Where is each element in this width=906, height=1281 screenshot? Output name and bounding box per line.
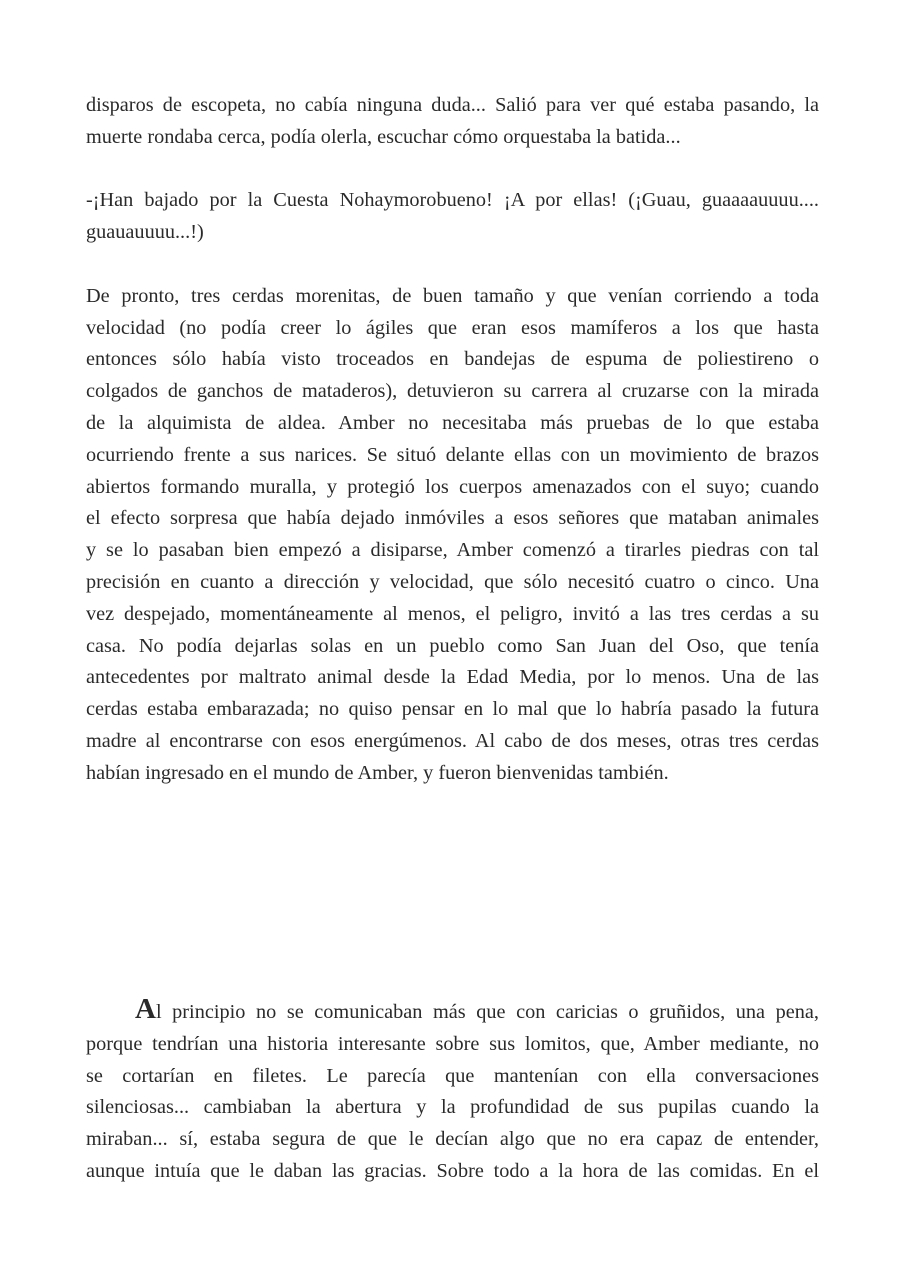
text-line: velocidad (no podía creer lo ágiles que eran esos mamíferos a los que hasta [86, 316, 819, 339]
text-line: madre al encontrarse con esos energúmenos. Al cabo de dos meses, otras tres cerdas [86, 729, 819, 752]
text-line: miraban... sí, estaba segura de que le decían algo que no era capaz de entender, [86, 1128, 819, 1151]
text-line: habían ingresado en el mundo de Amber, y fueron bienvenidas también. [86, 761, 669, 784]
text-line: guauauuuu...!) [86, 221, 204, 244]
text-line: De pronto, tres cerdas morenitas, de buen tamaño y que venían corriendo a toda [86, 284, 819, 307]
text-line: -¡Han bajado por la Cuesta Nohaymorobueno! ¡A por ellas! (¡Guau, guaaaauuuu.... [86, 189, 819, 212]
text-line: se cortarían en filetes. Le parecía que mantenían con ella conversaciones [86, 1064, 819, 1087]
text-line: el efecto sorpresa que había dejado inmóviles a esos señores que mataban animales [86, 507, 819, 530]
text-line: antecedentes por maltrato animal desde la Edad Media, por lo menos. Una de las [86, 666, 819, 689]
text-line-first [86, 993, 819, 1029]
text-line: precisión en cuanto a dirección y velocidad, que sólo necesitó cuatro o cinco. Una [86, 570, 819, 593]
text-line: y se lo pasaban bien empezó a disiparse, Amber comenzó a tirarles piedras con tal [86, 539, 819, 562]
document-section-new-chapter [86, 993, 819, 1188]
paragraph-dialogue [86, 185, 819, 249]
paragraph-spacer [86, 154, 819, 186]
text-line: casa. No podía dejarlas solas en un pueblo como San Juan del Oso, que tenía [86, 634, 819, 657]
text-line: silenciosas... cambiaban la abertura y la profundidad de sus pupilas cuando la [86, 1096, 819, 1119]
text-line: disparos de escopeta, no cabía ninguna duda... Salió para ver qué estaba pasando, la [86, 94, 819, 116]
drop-cap: A [135, 993, 156, 1025]
text-line: muerte rondaba cerca, podía olerla, escuchar cómo orquestaba la batida... [86, 125, 681, 148]
text-line: cerdas estaba embarazada; no quiso pensar en lo mal que lo habría pasado la futura [86, 698, 819, 721]
first-line-text: l principio no se comunicaban más que con caricias o gruñidos, una pena, [155, 1001, 819, 1023]
text-line: porque tendrían una historia interesante sobre sus lomitos, que, Amber mediante, no [86, 1032, 819, 1055]
paragraph-pigs-rescue [86, 281, 819, 790]
text-line: ocurriendo frente a sus narices. Se situó delante ellas con un movimiento de brazos [86, 443, 819, 466]
paragraph-communication [86, 993, 819, 1188]
document-page-top [86, 90, 819, 790]
text-line: aunque intuía que le daban las gracias. Sobre todo a la hora de las comidas. En el [86, 1159, 819, 1182]
text-line: colgados de ganchos de mataderos), detuvieron su carrera al cruzarse con la mirada [86, 380, 819, 403]
paragraph-spacer [86, 249, 819, 281]
text-line: entonces sólo había visto troceados en bandejas de espuma de poliestireno o [86, 348, 819, 371]
text-line: de la alquimista de aldea. Amber no necesitaba más pruebas de lo que estaba [86, 411, 819, 434]
text-line: abiertos formando muralla, y protegió los cuerpos amenazados con el suyo; cuando [86, 475, 819, 498]
paragraph-shotgun [86, 90, 819, 154]
text-line: vez despejado, momentáneamente al menos, el peligro, invitó a las tres cerdas a su [86, 602, 819, 625]
